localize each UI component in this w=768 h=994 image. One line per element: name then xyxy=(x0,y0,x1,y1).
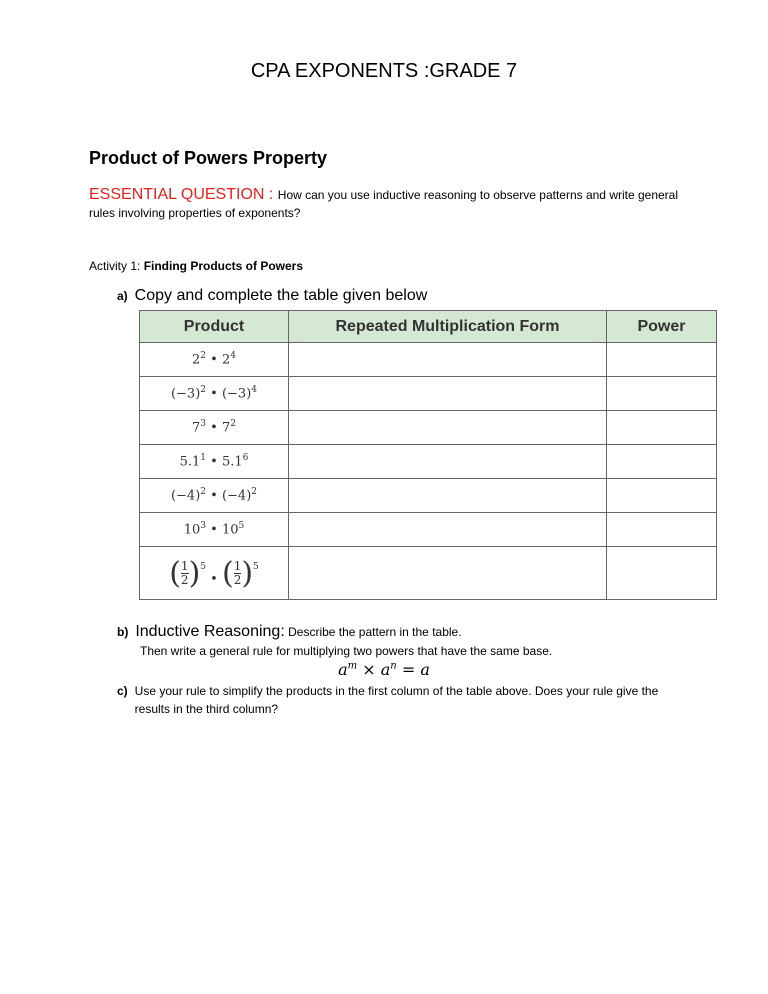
exponent: 3 xyxy=(200,419,207,430)
numerator: 1 xyxy=(180,558,189,573)
exponent: 4 xyxy=(230,351,236,362)
part-a xyxy=(117,287,427,305)
table-row xyxy=(140,377,717,411)
part-a-text: Copy and complete the table given below xyxy=(134,287,428,304)
base: 2 xyxy=(192,352,201,368)
exponent: 2 xyxy=(230,419,236,430)
activity-name: Finding Products of Powers xyxy=(143,259,304,273)
section-heading: Product of Powers Property xyxy=(89,148,328,168)
base: 7 xyxy=(221,420,231,436)
rule-result: = a xyxy=(401,660,430,679)
power-cell[interactable] xyxy=(607,343,717,377)
base: 5.1 xyxy=(221,454,243,470)
part-b-text: Describe the pattern in the table. xyxy=(288,625,462,639)
repeated-form-cell[interactable] xyxy=(289,411,607,445)
repeated-form-cell[interactable] xyxy=(289,343,607,377)
exponent: 3 xyxy=(200,521,207,532)
base: 5.1 xyxy=(179,454,201,470)
power-cell[interactable] xyxy=(607,377,717,411)
product-cell xyxy=(140,547,289,600)
denominator: 2 xyxy=(180,572,189,587)
part-c-text: Use your rule to simplify the products in the first column of the table above. Does your rule give the results in the third column? xyxy=(134,684,659,716)
exponent: 2 xyxy=(251,487,258,498)
repeated-form-cell[interactable] xyxy=(289,445,607,479)
part-a-label: a) xyxy=(117,289,128,303)
base: 10 xyxy=(183,522,201,538)
base: 7 xyxy=(192,420,201,436)
activity-title xyxy=(89,259,303,273)
exponent: 6 xyxy=(242,453,249,464)
table-row xyxy=(140,479,717,513)
repeated-form-cell[interactable] xyxy=(289,479,607,513)
product-cell xyxy=(140,445,289,479)
power-cell[interactable] xyxy=(607,479,717,513)
header-repeated-form: Repeated Multiplication Form xyxy=(289,311,607,343)
rule-base-2: a xyxy=(380,660,391,679)
product-cell xyxy=(140,411,289,445)
repeated-form-cell[interactable] xyxy=(289,513,607,547)
fraction-power: ( $\frac{1}{2}$ ) $^5$ xyxy=(169,555,207,591)
table-row xyxy=(140,445,717,479)
exponent: 1 xyxy=(200,453,207,464)
part-c xyxy=(117,682,677,718)
power-cell[interactable] xyxy=(607,547,717,600)
base: (−3) xyxy=(170,386,201,402)
dot: • xyxy=(210,386,218,402)
part-c-label: c) xyxy=(117,684,128,698)
denominator: 2 xyxy=(233,572,242,587)
exponent: 2 xyxy=(200,487,207,498)
exponent: 5 xyxy=(238,521,245,532)
base: (−4) xyxy=(221,488,252,504)
part-b-text2: Then write a general rule for multiplying two powers that have the same base. xyxy=(140,644,553,658)
header-product: Product xyxy=(140,311,289,343)
rule-n: n xyxy=(390,660,397,672)
dot: • xyxy=(210,571,218,587)
fraction-power: ( $\frac{1}{2}$ ) $^5$ xyxy=(221,555,259,591)
page-title: CPA EXPONENTS :GRADE 7 xyxy=(250,60,518,82)
table-row xyxy=(140,343,717,377)
repeated-form-cell[interactable] xyxy=(289,547,607,600)
numerator: 1 xyxy=(233,558,242,573)
essential-question-label: ESSENTIAL QUESTION : xyxy=(89,186,278,203)
product-cell xyxy=(140,479,289,513)
part-b-title: Inductive Reasoning: xyxy=(135,623,285,640)
base: (−4) xyxy=(170,488,201,504)
exponent: 2 xyxy=(200,351,207,362)
part-b-label: b) xyxy=(117,625,129,639)
rule-m: m xyxy=(347,660,358,672)
dot: • xyxy=(210,522,218,538)
exponent: 4 xyxy=(251,385,258,396)
base: 2 xyxy=(221,352,231,368)
powers-table xyxy=(139,310,717,600)
rule-base: a xyxy=(338,660,348,679)
base: 10 xyxy=(221,522,239,538)
dot: • xyxy=(210,488,218,504)
product-cell xyxy=(140,377,289,411)
table-row xyxy=(140,513,717,547)
header-power: Power xyxy=(607,311,717,343)
activity-label: Activity 1: xyxy=(89,259,144,273)
table-row xyxy=(140,547,717,600)
dot: • xyxy=(210,454,218,470)
repeated-form-cell[interactable] xyxy=(289,377,607,411)
part-b xyxy=(117,622,552,661)
general-rule xyxy=(0,660,768,679)
power-cell[interactable] xyxy=(607,513,717,547)
essential-question-text: How can you use inductive reasoning to observe patterns and write general rules involving properties of exponents? xyxy=(89,188,679,220)
product-cell xyxy=(140,513,289,547)
exponent: 2 xyxy=(200,385,207,396)
exponent: 5 xyxy=(200,561,207,572)
power-cell[interactable] xyxy=(607,445,717,479)
base: (−3) xyxy=(221,386,252,402)
dot: • xyxy=(210,420,218,436)
exponent: 5 xyxy=(253,561,259,572)
table-row xyxy=(140,411,717,445)
rule-times: × xyxy=(362,660,376,679)
power-cell[interactable] xyxy=(607,411,717,445)
product-cell xyxy=(140,343,289,377)
dot: • xyxy=(210,352,218,368)
essential-question xyxy=(89,186,689,222)
